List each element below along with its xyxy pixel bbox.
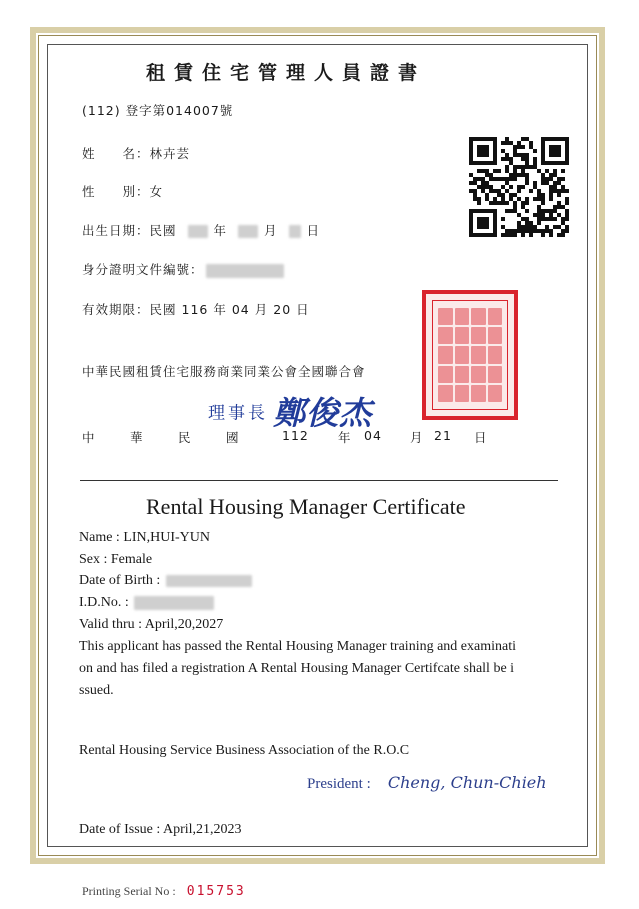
zh-name-value: 林卉芸 — [149, 146, 191, 161]
zh-valid-month: 04 — [231, 302, 250, 317]
zh-issue-year-char: 年 — [338, 430, 352, 445]
zh-dob-label: 出生日期： — [82, 223, 150, 238]
redacted-id-number — [206, 264, 284, 278]
zh-registration-number: (112) 登字第014007號 — [82, 103, 234, 118]
official-seal-icon — [422, 290, 518, 420]
en-id-label: I.D.No. : — [79, 595, 129, 610]
zh-issue-month: 04 — [364, 428, 382, 443]
zh-valid-day-char: 日 — [296, 302, 310, 317]
en-dob-label: Date of Birth : — [79, 573, 161, 588]
printing-serial-number: 015753 — [186, 884, 246, 899]
en-certificate-title: Rental Housing Manager Certificate — [146, 494, 466, 519]
redacted-dob-day — [289, 225, 301, 238]
zh-issue-era-1: 中 — [82, 430, 96, 445]
zh-valid-year: 116 — [181, 302, 209, 317]
redacted-en-id — [134, 596, 214, 610]
zh-issue-era-2: 華 — [130, 430, 144, 445]
zh-valid-prefix: 民國 — [149, 302, 177, 317]
zh-chairman-signature: 鄭俊杰 — [273, 394, 373, 432]
zh-dob-row — [82, 221, 320, 239]
redacted-dob-year — [188, 225, 208, 238]
en-id-row — [79, 595, 214, 611]
en-body-line-1: This applicant has passed the Rental Housing Manager training and examinati — [79, 639, 516, 654]
zh-sex-label: 性 別： — [82, 184, 150, 199]
en-sex-line: Sex : Female — [79, 552, 153, 567]
redacted-dob-month — [238, 225, 258, 238]
en-dob-row — [79, 573, 252, 589]
zh-dob-year-char: 年 — [213, 223, 228, 238]
zh-valid-label: 有效期限： — [82, 302, 150, 317]
redacted-en-dob — [166, 575, 252, 587]
en-association-name: Rental Housing Service Business Association of the R.O.C — [79, 743, 410, 758]
zh-name-label: 姓 名： — [82, 146, 150, 161]
en-issue-date-line: Date of Issue : April,21,2023 — [79, 822, 242, 837]
en-valid-line: Valid thru : April,20,2027 — [79, 617, 224, 632]
en-president-row — [307, 773, 547, 793]
printing-serial-row — [82, 880, 246, 899]
zh-id-label: 身分證明文件編號： — [82, 262, 204, 277]
qr-code-icon — [469, 137, 569, 237]
zh-issue-day-char: 日 — [474, 430, 488, 445]
en-body-line-3: ssued. — [79, 683, 114, 698]
zh-issue-era-4: 國 — [226, 430, 240, 445]
zh-id-row — [82, 260, 284, 278]
zh-issue-month-char: 月 — [410, 430, 424, 445]
zh-certificate-title: 租賃住宅管理人員證書 — [146, 62, 427, 84]
en-body-line-2: on and has filed a registration A Rental Housing Manager Certifcate shall be i — [79, 661, 515, 676]
zh-issue-day: 21 — [434, 428, 452, 443]
zh-valid-month-char: 月 — [254, 302, 269, 317]
zh-sex-row — [82, 182, 163, 200]
en-president-label: President : — [307, 776, 371, 792]
zh-issue-era-3: 民 — [178, 430, 192, 445]
zh-dob-day-char: 日 — [306, 223, 321, 238]
zh-sex-value: 女 — [149, 184, 164, 199]
zh-name-row — [82, 144, 190, 162]
zh-valid-day: 20 — [273, 302, 292, 317]
en-name-line: Name : LIN,HUI-YUN — [79, 530, 211, 545]
zh-chairman-label: 理事長 — [208, 403, 268, 424]
printing-serial-label: Printing Serial No : — [82, 884, 176, 898]
zh-dob-prefix: 民國 — [149, 223, 177, 238]
zh-association-name: 中華民國租賃住宅服務商業同業公會全國聯合會 — [82, 364, 366, 379]
en-president-signature: Cheng, Chun-Chieh — [387, 773, 547, 792]
zh-issue-year: 112 — [282, 428, 309, 443]
zh-valid-row — [82, 300, 310, 318]
seal-characters — [438, 308, 502, 402]
zh-dob-month-char: 月 — [264, 223, 278, 238]
section-divider — [80, 480, 558, 481]
zh-valid-year-char: 年 — [213, 302, 227, 317]
